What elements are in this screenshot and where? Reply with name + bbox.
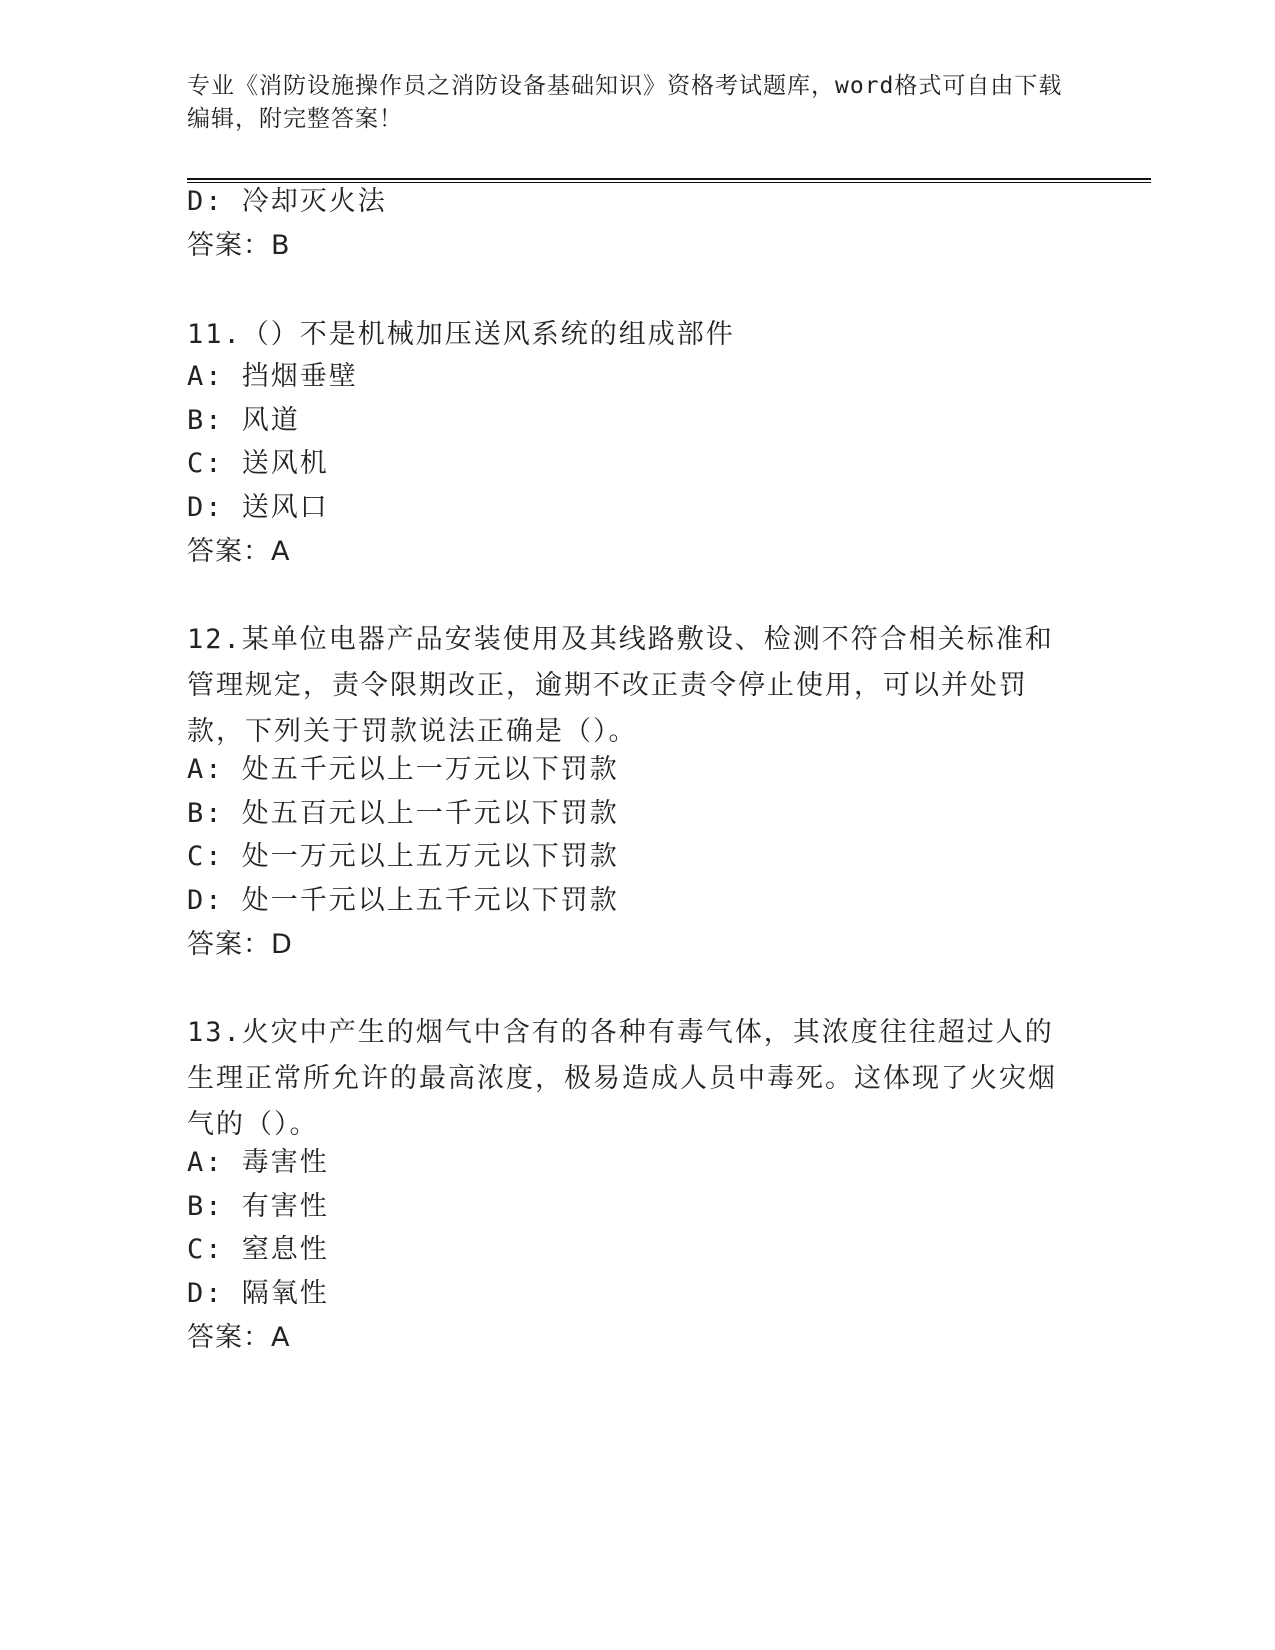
option-a: A: 处五千元以上一万元以下罚款 <box>187 754 619 785</box>
header-divider <box>187 178 1151 183</box>
option-b: B: 有害性 <box>187 1191 329 1222</box>
question-stem: 11.（）不是机械加压送风系统的组成部件 <box>187 319 735 350</box>
answer-label: 答案：D <box>187 929 293 960</box>
option-a: A: 毒害性 <box>187 1147 329 1178</box>
question-stem: 13.火灾中产生的烟气中含有的各种有毒气体，其浓度往往超过人的生理正常所允许的最高浓度，极易造成人员中毒死。这体现了火灾烟气的（）。 <box>187 1017 1057 1140</box>
option-d: D: 送风口 <box>187 492 329 523</box>
option-d: D: 隔氧性 <box>187 1278 329 1309</box>
option-c: C: 处一万元以上五万元以下罚款 <box>187 841 619 872</box>
answer-label: 答案：B <box>187 230 291 261</box>
option-b: B: 风道 <box>187 405 300 436</box>
option-c: C: 窒息性 <box>187 1234 329 1265</box>
option-b: B: 处五百元以上一千元以下罚款 <box>187 798 619 829</box>
question-stem: 12.某单位电器产品安装使用及其线路敷设、检测不符合相关标准和管理规定，责令限期改正，逾期不改正责令停止使用，可以并处罚款，下列关于罚款说法正确是（）。 <box>187 624 1054 747</box>
option-a: A: 挡烟垂壁 <box>187 361 358 392</box>
answer-label: 答案：A <box>187 536 291 567</box>
option-d: D: 处一千元以上五千元以下罚款 <box>187 885 619 916</box>
document-header: 专业《消防设施操作员之消防设备基础知识》资格考试题库，word格式可自由下载编辑，附完整答案！ <box>187 73 1063 132</box>
option-c: C: 送风机 <box>187 448 329 479</box>
option-d: D: 冷却灭火法 <box>187 186 387 217</box>
answer-label: 答案：A <box>187 1322 291 1353</box>
